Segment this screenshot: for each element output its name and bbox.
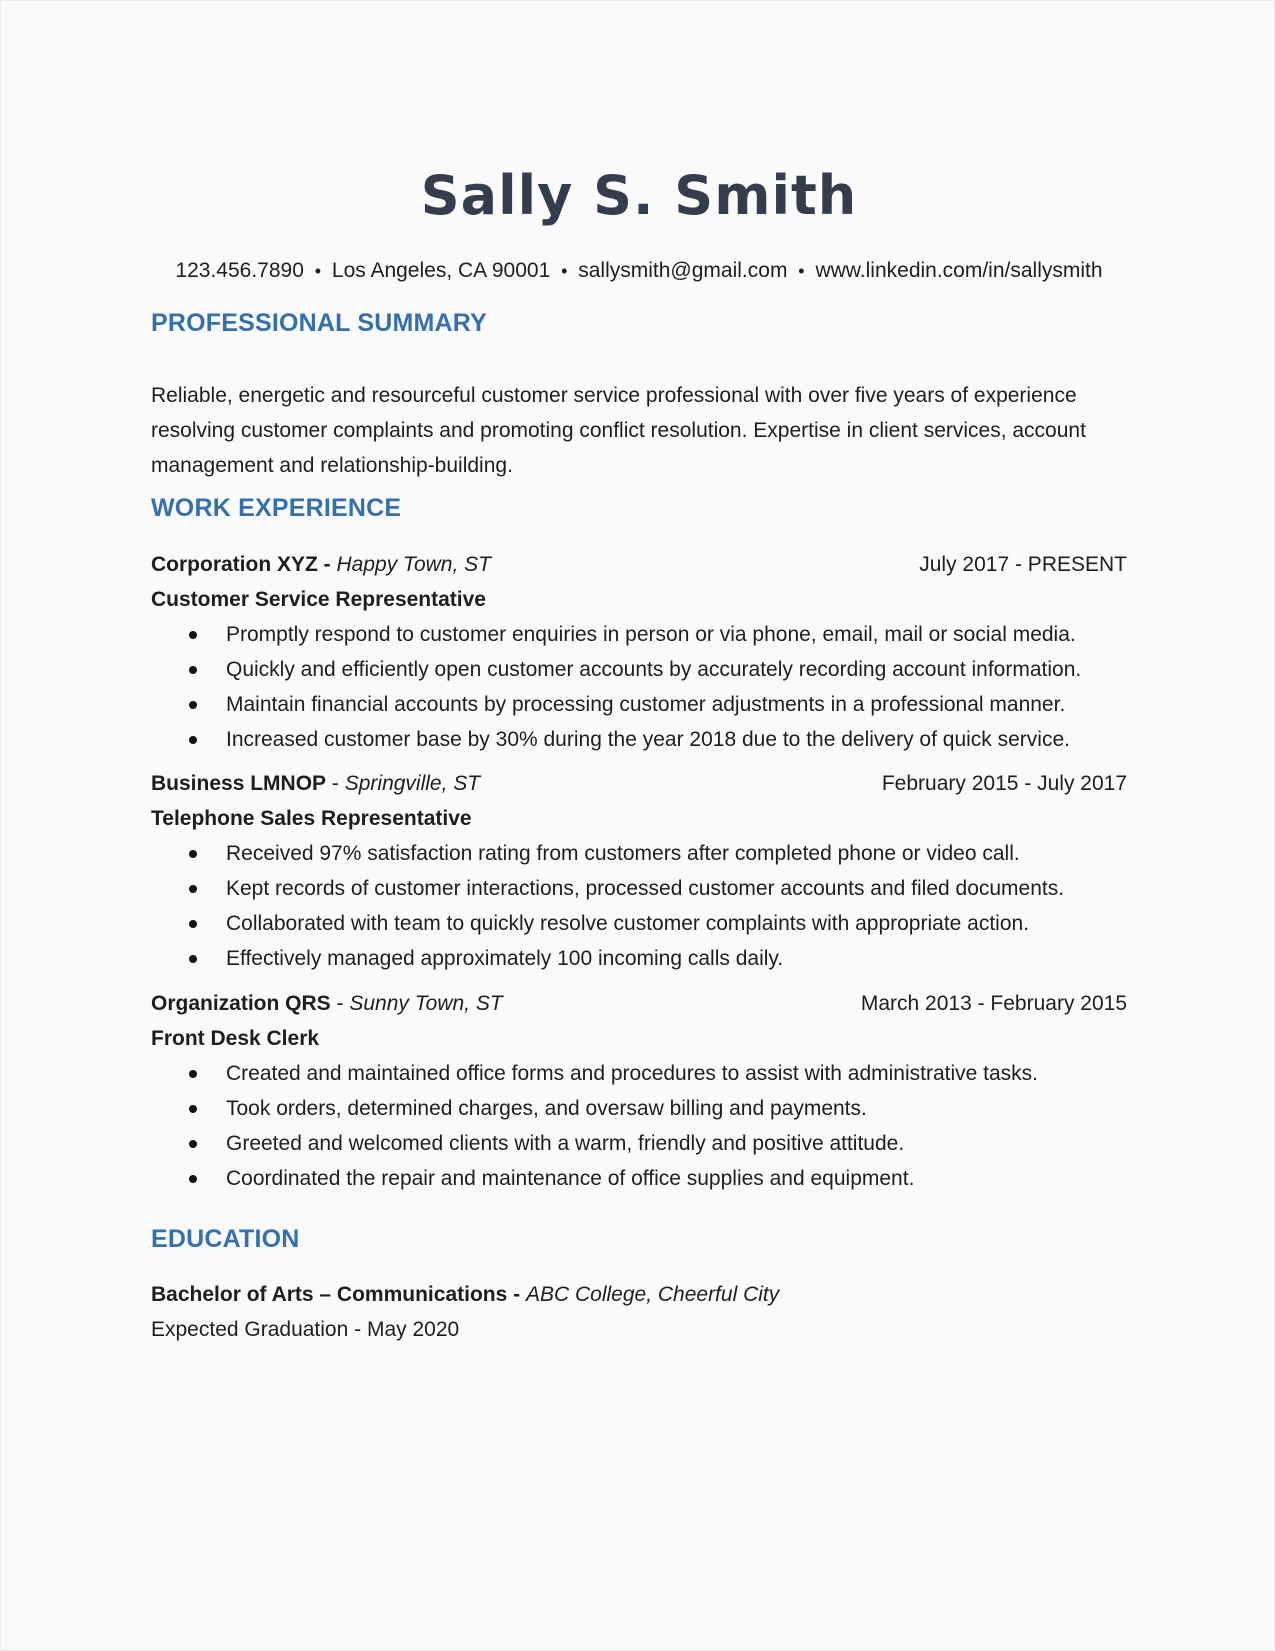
bullet-icon [189, 850, 197, 858]
bullet-text: Took orders, determined charges, and oversaw billing and payments. [226, 1097, 867, 1120]
job-dates: July 2017 - PRESENT [919, 553, 1127, 576]
bullet-icon [189, 736, 197, 744]
job-dates: February 2015 - July 2017 [881, 772, 1127, 795]
bullet-text: Effectively managed approximately 100 incoming calls daily. [226, 947, 784, 970]
job-dates: March 2013 - February 2015 [860, 992, 1127, 1015]
bullet-item [151, 722, 1127, 757]
education-degree: Bachelor of Arts – Communications - [151, 1283, 521, 1306]
bullet-text: Increased customer base by 30% during the year 2018 due to the delivery of quick service. [226, 728, 1070, 751]
summary-heading: PROFESSIONAL SUMMARY [151, 309, 487, 337]
bullet-text: Quickly and efficiently open customer accounts by accurately recording account information. [226, 658, 1082, 681]
contact-line [151, 257, 1127, 285]
bullet-item [151, 836, 1127, 871]
contact-separator: • [314, 261, 322, 281]
bullet-item [151, 871, 1127, 906]
education-degree-line [151, 1277, 1127, 1312]
education-graduation: Expected Graduation - May 2020 [151, 1318, 460, 1341]
bullet-icon [189, 1070, 197, 1078]
bullet-item [151, 941, 1127, 976]
bullet-icon [189, 885, 197, 893]
job-location: Springville, ST [344, 772, 481, 795]
contact-location: Los Angeles, CA 90001 [331, 259, 551, 282]
bullet-text: Promptly respond to customer enquiries in person or via phone, email, mail or social media. [226, 623, 1076, 646]
bullet-item [151, 906, 1127, 941]
bullet-icon [189, 955, 197, 963]
bullet-text: Created and maintained office forms and procedures to assist with administrative tasks. [226, 1062, 1039, 1085]
contact-email: sallysmith@gmail.com [578, 259, 788, 282]
contact-phone: 123.456.7890 [175, 259, 304, 282]
bullet-text: Maintain financial accounts by processing customer adjustments in a professional manner. [226, 693, 1066, 716]
job-bullets [151, 836, 1127, 976]
job-entry [151, 547, 1127, 757]
experience-heading: WORK EXPERIENCE [151, 494, 402, 522]
bullet-item [151, 687, 1127, 722]
education-entry [151, 1277, 1127, 1347]
job-company: Organization QRS [151, 992, 331, 1015]
candidate-name: Sally S. Smith [420, 164, 858, 227]
job-location: Happy Town, ST [336, 553, 491, 576]
bullet-icon [189, 631, 197, 639]
job-company: Business LMNOP [151, 772, 327, 795]
job-entry [151, 986, 1127, 1196]
bullet-icon [189, 701, 197, 709]
job-company: Corporation XYZ - [151, 553, 331, 576]
contact-separator: • [561, 261, 568, 281]
education-heading: EDUCATION [151, 1225, 300, 1253]
education-school: ABC College, Cheerful City [525, 1283, 780, 1306]
bullet-text: Kept records of customer interactions, processed customer accounts and filed documents. [226, 877, 1065, 900]
job-title: Telephone Sales Representative [151, 807, 472, 830]
contact-separator: • [798, 261, 805, 281]
job-title: Front Desk Clerk [151, 1027, 320, 1050]
summary-text: Reliable, energetic and resourceful customer service professional with over five years of experience resolving customer complaints and promoting conflict resolution. Expertise in client services, account management and relationship-building. [151, 384, 1086, 477]
job-bullets [151, 1056, 1127, 1196]
job-title: Customer Service Representative [151, 588, 486, 611]
bullet-item [151, 1056, 1127, 1091]
bullet-icon [189, 1105, 197, 1113]
job-location: Sunny Town, ST [349, 992, 503, 1015]
bullet-text: Greeted and welcomed clients with a warm, friendly and positive attitude. [226, 1132, 905, 1155]
job-header: Organization QRS - Sunny Town, ST March 2013 - February 2015 [151, 986, 1127, 1021]
bullet-item [151, 1161, 1127, 1196]
job-header: Business LMNOP - Springville, ST February 2015 - July 2017 [151, 766, 1127, 801]
bullet-icon [189, 1140, 197, 1148]
job-entry [151, 766, 1127, 976]
bullet-icon [189, 1175, 197, 1183]
job-bullets [151, 617, 1127, 757]
bullet-text: Collaborated with team to quickly resolve customer complaints with appropriate action. [226, 912, 1030, 935]
job-header [151, 547, 1127, 582]
bullet-icon [189, 920, 197, 928]
bullet-item [151, 1126, 1127, 1161]
bullet-text: Coordinated the repair and maintenance of office supplies and equipment. [226, 1167, 915, 1190]
contact-linkedin: www.linkedin.com/in/sallysmith [815, 259, 1103, 282]
bullet-item [151, 1091, 1127, 1126]
bullet-item [151, 652, 1127, 687]
bullet-item [151, 617, 1127, 652]
bullet-text: Received 97% satisfaction rating from customers after completed phone or video call. [226, 842, 1020, 865]
bullet-icon [189, 666, 197, 674]
